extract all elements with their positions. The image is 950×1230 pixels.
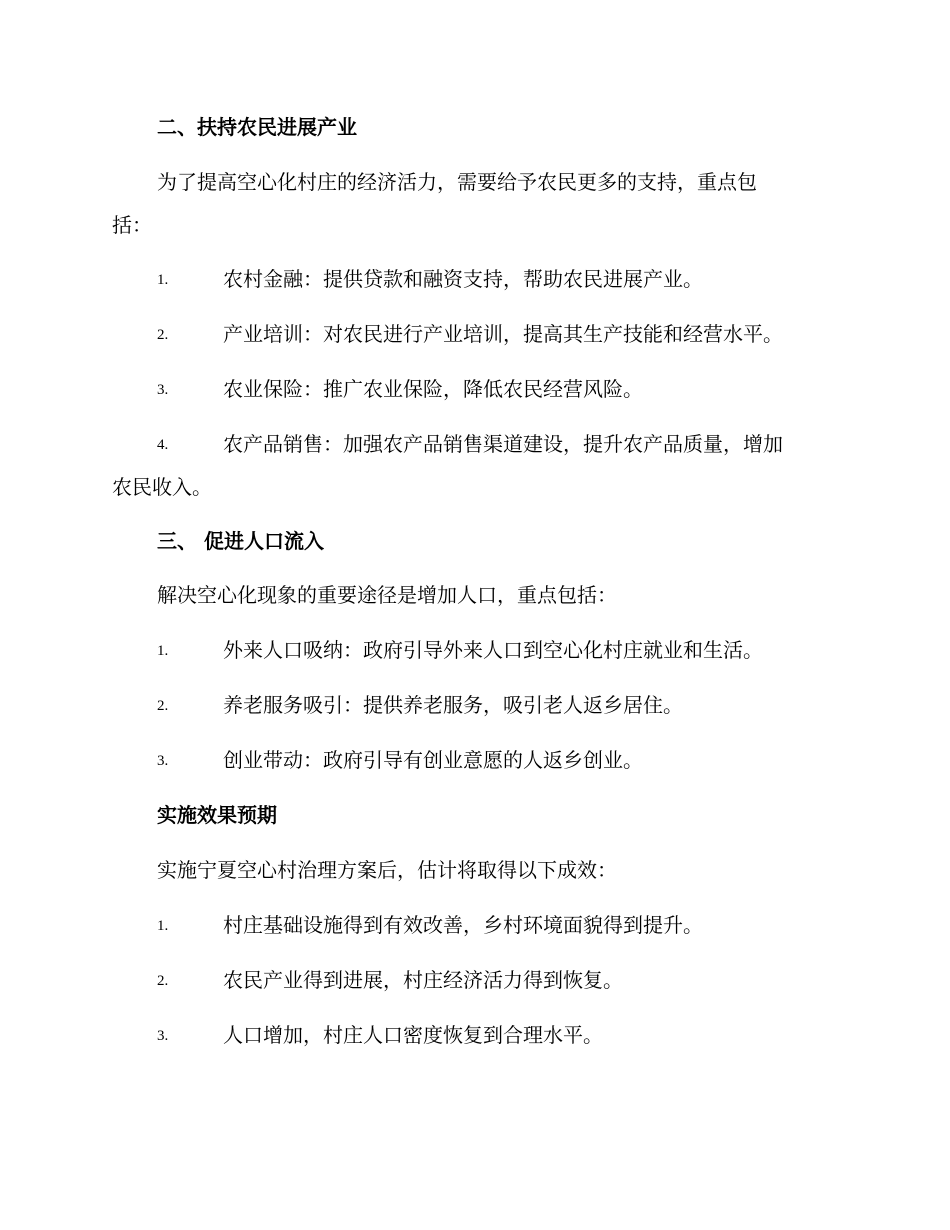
list-item-number: 1. — [157, 272, 169, 288]
list-item: 人口增加，村庄人口密度恢复到合理水平。 — [223, 1023, 603, 1047]
section-heading: 实施效果预期 — [157, 803, 277, 827]
list-item-number: 4. — [157, 437, 169, 453]
list-item-continuation: 农民收入。 — [112, 475, 212, 499]
list-item-number: 2. — [157, 698, 169, 714]
list-item: 养老服务吸引：提供养老服务，吸引老人返乡居住。 — [223, 693, 683, 717]
list-item: 农产品销售：加强农产品销售渠道建设，提升农产品质量，增加 — [223, 432, 783, 456]
list-item: 外来人口吸纳：政府引导外来人口到空心化村庄就业和生活。 — [223, 638, 763, 662]
list-item-number: 1. — [157, 643, 169, 659]
list-item-number: 1. — [157, 918, 169, 934]
list-item: 农村金融：提供贷款和融资支持，帮助农民进展产业。 — [223, 267, 703, 291]
list-item: 产业培训：对农民进行产业培训，提高其生产技能和经营水平。 — [223, 322, 783, 346]
section-heading: 三、 促进人口流入 — [157, 529, 324, 553]
paragraph-line: 实施宁夏空心村治理方案后，估计将取得以下成效： — [157, 858, 617, 882]
list-item-number: 2. — [157, 973, 169, 989]
section-heading: 二、扶持农民进展产业 — [157, 115, 357, 139]
list-item-number: 3. — [157, 1028, 169, 1044]
list-item: 创业带动：政府引导有创业意愿的人返乡创业。 — [223, 748, 643, 772]
list-item: 村庄基础设施得到有效改善，乡村环境面貌得到提升。 — [223, 913, 703, 937]
list-item: 农民产业得到进展，村庄经济活力得到恢复。 — [223, 968, 623, 992]
paragraph-line: 为了提高空心化村庄的经济活力，需要给予农民更多的支持，重点包 — [157, 170, 757, 194]
list-item-number: 3. — [157, 382, 169, 398]
paragraph-line: 解决空心化现象的重要途径是增加人口，重点包括： — [157, 583, 617, 607]
list-item: 农业保险：推广农业保险，降低农民经营风险。 — [223, 377, 643, 401]
list-item-number: 3. — [157, 753, 169, 769]
paragraph-line: 括： — [112, 213, 152, 237]
list-item-number: 2. — [157, 327, 169, 343]
